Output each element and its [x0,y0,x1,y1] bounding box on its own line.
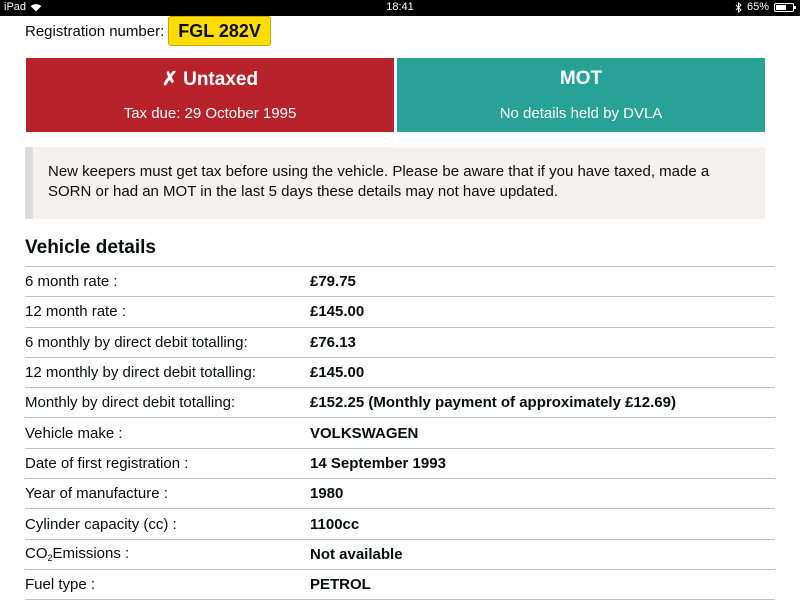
tax-status-panel [26,58,394,132]
status-time: 18:41 [386,1,414,13]
detail-label: Monthly by direct debit totalling: [25,394,236,412]
tax-status-title: ✗ Untaxed [161,69,259,90]
detail-label: Fuel type : [25,576,96,594]
detail-row-monthly-dd [25,388,775,418]
detail-label: Date of first registration : [25,454,189,472]
detail-value: 1980 [310,485,344,503]
detail-row-12-month-rate [25,297,775,327]
registration-row [25,16,271,46]
detail-label: Year of manufacture : [25,485,168,503]
vehicle-details-table [25,266,775,600]
vehicle-details-heading: Vehicle details [25,237,156,258]
detail-value: PETROL [310,576,371,594]
detail-row-year-of-manufacture [25,479,775,509]
detail-label: 12 month rate : [25,303,126,321]
status-bar [0,0,800,16]
detail-label [25,545,310,563]
detail-row-cylinder-capacity [25,509,775,539]
detail-row-first-registration [25,449,775,479]
tax-due-date: Tax due: 29 October 1995 [123,105,297,122]
mot-status-panel [397,58,765,132]
bluetooth-icon [735,2,742,13]
detail-row-6-month-rate [25,267,775,297]
detail-label: 12 monthly by direct debit totalling: [25,364,256,382]
detail-label: Vehicle make : [25,424,123,442]
detail-value: Not available [310,545,403,563]
device-name: iPad [4,1,27,13]
notice-box [25,147,765,219]
detail-value: £79.75 [310,273,356,291]
notice-text: New keepers must get tax before using the vehicle. Please be aware that if you have taxed, made a SORN or had an MOT in the last 5 days these details may not have updated. [48,163,710,200]
detail-row-6-monthly-dd [25,328,775,358]
detail-value: £152.25 (Monthly payment of approximately £12.69) [310,394,676,412]
registration-label: Registration number: [25,22,165,40]
mot-status-detail: No details held by DVLA [499,105,663,122]
detail-value: £145.00 [310,303,365,321]
detail-value: £145.00 [310,364,365,382]
detail-row-fuel-type [25,570,775,600]
registration-plate: FGL 282V [168,16,271,46]
battery-icon [774,3,794,12]
detail-label: Cylinder capacity (cc) : [25,515,177,533]
detail-label: 6 month rate : [25,273,118,291]
detail-row-12-monthly-dd [25,358,775,388]
co2-suffix: Emissions : [52,545,130,563]
detail-value: £76.13 [310,333,356,351]
battery-percent: 65% [746,1,769,13]
mot-status-title: MOT [559,68,603,89]
co2-prefix: CO [25,545,48,563]
detail-row-vehicle-make [25,418,775,448]
detail-value: 14 September 1993 [310,454,446,472]
co2-subscript: 2 [47,553,53,564]
detail-label: 6 monthly by direct debit totalling: [25,333,248,351]
detail-value: VOLKSWAGEN [310,424,419,442]
detail-value: 1100cc [310,515,360,533]
detail-row-co2-emissions [25,540,775,570]
